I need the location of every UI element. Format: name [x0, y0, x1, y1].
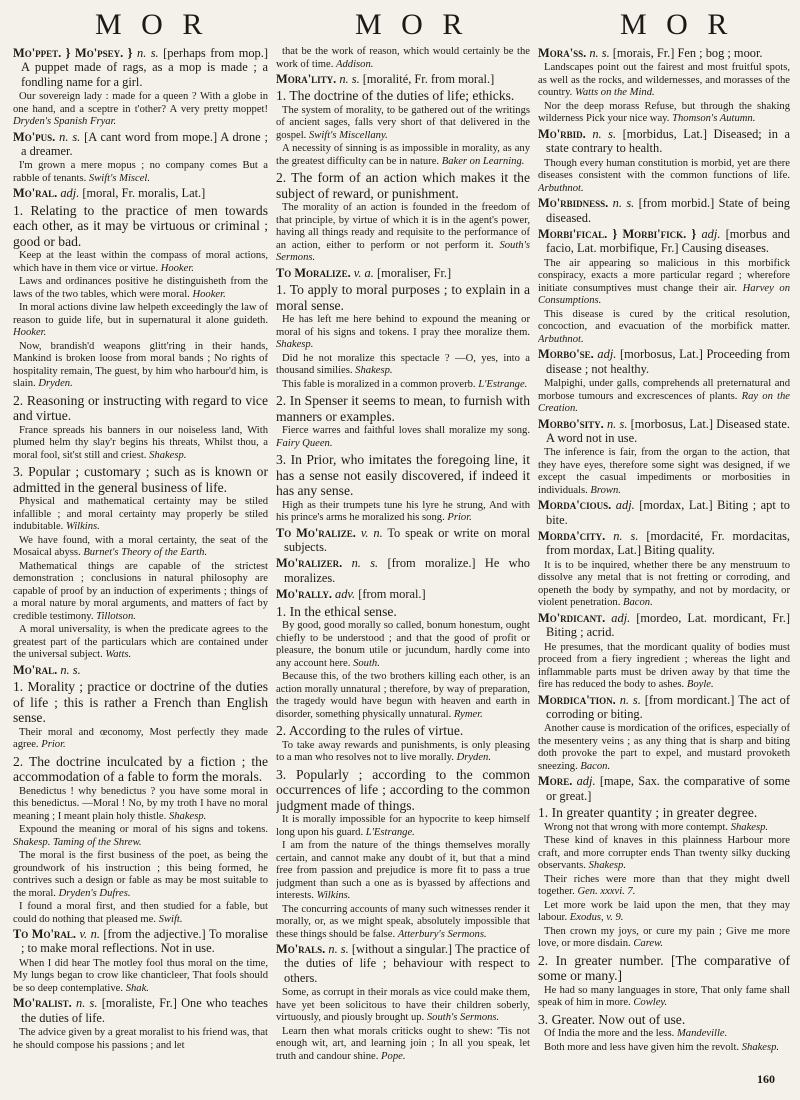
citation-text: Their moral and œconomy, Most perfectly they made agree. — [13, 726, 268, 751]
dictionary-entry — [538, 46, 790, 60]
citation-text: He presumes, that the mordicant quality of bodies must proceed from a fiery ingredient ; whereas the light and inflammable parts must be driven away by that time the fire has reduced the body to ashes. — [538, 641, 790, 691]
citation-source: Cowley. — [633, 997, 668, 1009]
headword: To Mo'ral. — [13, 927, 76, 942]
sense-definition: 2. According to the rules of virtue. — [276, 723, 464, 739]
citation-text: I am from the nature of the things themselves morally certain, and cannot make any doubt of it, but that a mind free from passion and prejudice is more fit to pass a true judgment than such a one as is byassed by affections and interests. — [276, 840, 530, 901]
citation — [538, 1042, 790, 1055]
citation — [276, 379, 530, 392]
citation — [538, 560, 790, 610]
citation — [276, 105, 530, 143]
citation-text: Malpighi, under galls, comprehends all preternatural and morbose tumours and excrescences of plants. — [538, 378, 790, 402]
citation-source: Mandeville. — [676, 1028, 728, 1040]
citation-text: This disease is cured by the critical resolution, concoction, and evacuation of the morbifick matter. — [538, 308, 790, 333]
citation-text: Wrong not that wrong with more contempt. — [544, 821, 729, 833]
citation-text: Keep at the least within the compass of moral actions, which have in them vice or virtue. — [13, 250, 268, 274]
dictionary-entry — [276, 587, 530, 601]
citation — [538, 62, 790, 100]
citation-source: Pope. — [381, 1050, 406, 1062]
citation-text: The advice given by a great moralist to his friend was, that he should compose his passions ; and let — [13, 1027, 268, 1051]
definition: [without a singular.] The practice of the duties of life ; behaviour with respect to others. — [284, 942, 530, 985]
citation-text: Learn then what morals criticks ought to shew: 'Tis not enough wit, art, and learning join ; In all you speak, let truth and candour shine. — [276, 1025, 530, 1062]
part-of-speech: n. s. — [351, 556, 379, 571]
dictionary-entry — [538, 417, 790, 446]
sense-definition: 3. Popular ; customary ; such as is known or admitted in the general business of life. — [13, 464, 268, 495]
dictionary-entry — [538, 127, 790, 156]
citation — [538, 447, 790, 497]
dictionary-entry — [538, 498, 790, 527]
headword: Mo'ral. — [13, 186, 58, 201]
citation-source: Prior. — [447, 512, 472, 524]
citation — [276, 46, 530, 71]
definition: [mordacité, Fr. mordacitas, from mordax, Lat.] Biting quality. — [546, 529, 790, 558]
dictionary-entry — [13, 663, 268, 677]
headword: Mo'rdicant. — [538, 610, 606, 625]
citation-source: Brown. — [590, 484, 621, 496]
citation-text: We have found, with a moral certainty, the seat of the Mosaical abyss. — [13, 534, 268, 559]
part-of-speech: n. s. — [339, 72, 360, 86]
sense-definition: 2. The form of an action which makes it the subject of reward, or punishment. — [276, 170, 530, 201]
part-of-speech: adj. — [615, 498, 635, 513]
citation-text: By good, good morally so called, bonum honestum, ought chiefly to be understood ; and that the good of profit or pleasure, the bonum utile or jucundum, hardly come into any account here. — [276, 620, 530, 669]
citation-source: Tillotson. — [96, 610, 136, 622]
headword: Mo'ralist. — [13, 996, 72, 1011]
citation-source: Bacon. — [580, 760, 611, 772]
citation-source: Swift's Miscel. — [88, 172, 151, 184]
citation-text: He has left me here behind to expound the meaning or moral of his signs and tokens. I pray thee moralize them. — [276, 314, 530, 338]
dictionary-entry — [538, 196, 790, 225]
citation — [276, 314, 530, 352]
citation-text: Their riches were more than that they might dwell together. — [538, 873, 790, 898]
sense-definition: 3. Popularly ; according to the common occurrences of life ; according to the common judgment made of things. — [276, 766, 530, 813]
citation-text: Because this, of the two brothers killing each other, is an action morally unnatural ; therefore, by way of preparation, the tragedy would have begun with heaven and earth in disorder, something physically unnatural. — [276, 671, 530, 720]
citation-text: Then crown my joys, or cure my pain ; Give me more love, or more disdain. — [538, 925, 790, 950]
citation — [13, 302, 268, 340]
sense-definition: 2. Reasoning or instructing with regard to vice and virtue. — [13, 392, 268, 424]
dictionary-entry — [13, 996, 268, 1025]
citation-text: A necessity of sinning is as impossible in morality, as any the greatest difficulty can be in nature. — [276, 143, 530, 167]
citation — [13, 91, 268, 129]
citation — [538, 1028, 790, 1041]
definition: [A cant word from mope.] A drone ; a dreamer. — [21, 129, 268, 159]
citation-text: Laws and ordinances positive he distinguisheth from the laws of the two tables, which were moral. — [13, 276, 268, 300]
citation-source: South's Sermons. — [426, 1012, 500, 1024]
citation — [13, 824, 268, 849]
definition: [perhaps from mop.] A puppet made of rags, as a mop is made ; a fondling name for a girl. — [21, 46, 268, 89]
citation-text: The system of morality, to be gathered out of the writings of ancient sages, falls very short of that delivered in the gospel. — [276, 104, 530, 141]
headword: More. — [538, 774, 573, 789]
citation-source: Wilkins. — [316, 890, 351, 901]
citation — [13, 786, 268, 824]
citation-text: The morality of an action is founded in the freedom of that principle, by virtue of which it is in the agent's power, having all things ready and requisite to the performance of an action, either to perform or not perform it. — [276, 202, 530, 251]
citation — [13, 958, 268, 996]
column-3 — [538, 46, 790, 1086]
definition: [from moralize.] He who moralizes. — [284, 556, 530, 585]
sense-definition: 3. Greater. Now out of use. — [538, 1011, 686, 1027]
citation — [276, 143, 530, 168]
citation-text: Mathematical things are capable of the strictest demonstration ; conclusions in natural philosophy are capable of proof by an induction of experiments ; things of a moral nature by moral arguments, and matters of fact by credible testimony. — [13, 560, 268, 622]
citation — [538, 158, 790, 196]
citation-text: that be the work of reason, which would certainly be the work of time. — [276, 46, 530, 70]
citation-source: Hooker. — [13, 327, 47, 339]
citation — [538, 822, 790, 835]
dictionary-entry — [538, 347, 790, 376]
definition: [morbidus, Lat.] Diseased; in a state contrary to health. — [546, 126, 790, 156]
citation-source: Shakesp. — [276, 339, 314, 351]
dictionary-entry — [538, 611, 790, 640]
citation-text: When I did hear The motley fool thus moral on the time, My lungs began to crow like chanticleer, That fools should be so deep contemplative. — [13, 957, 268, 994]
citation-text: The concurring accounts of many such witnesses render it morally, or, as we might speak, absolutely impossible that these things should be false. — [276, 903, 530, 940]
citation-source: L'Estrange. — [478, 378, 528, 390]
citation-source: Shakesp. — [355, 365, 393, 377]
definition: [from mordicant.] The act of corroding or biting. — [546, 692, 790, 722]
citation — [276, 814, 530, 839]
citation-source: Hooker. — [160, 262, 194, 274]
citation-source: Thomson's Autumn. — [672, 113, 756, 125]
dictionary-entry — [538, 774, 790, 803]
running-head-left: M O R — [95, 8, 209, 41]
citation-source: Dryden's Dufres. — [58, 887, 131, 899]
part-of-speech: adj. — [60, 186, 80, 201]
citation-source: Ray on the Creation. — [538, 390, 790, 415]
part-of-speech: n. s. — [60, 662, 81, 677]
citation-source: Wilkins. — [65, 521, 100, 533]
citation-source: Gen. xxxvi. 7. — [577, 886, 636, 898]
headword: Mo'rbidness. — [538, 196, 609, 211]
citation-text: In moral actions divine law helpeth exceedingly the law of reason to guide life, but in supernatural it alone guideth. — [13, 302, 268, 326]
definition: [morbosus, Lat.] Proceeding from disease ; not healthy. — [546, 347, 790, 376]
definition: [moralité, Fr. from moral.] — [362, 72, 495, 86]
citation — [13, 901, 268, 926]
definition: [from the adjective.] To moralise ; to make moral reflections. Not in use. — [21, 927, 268, 956]
headword: Mo'ralizer. — [276, 556, 343, 571]
part-of-speech: n. s. — [76, 996, 98, 1011]
citation — [276, 840, 530, 903]
page-number: 160 — [757, 1072, 775, 1086]
citation-source: Carew. — [633, 938, 664, 950]
running-head-right: M O R — [620, 8, 734, 41]
citation-source: Swift. — [158, 913, 183, 925]
citation — [538, 309, 790, 347]
citation-text: Benedictus ! why benedictus ? you have some moral in this benedictus. —Moral ! No, by my troth I have no moral meaning ; I meant plain holy thistle. — [13, 785, 268, 822]
citation-source: Dryden. — [38, 378, 73, 390]
citation-text: Of India the more and the less. — [544, 1028, 675, 1040]
citation-text: I'm grown a mere mopus ; no company comes But a rabble of tenants. — [13, 160, 268, 184]
citation-source: Dryden's Spanish Fryar. — [13, 116, 117, 128]
citation — [13, 276, 268, 301]
headword: Morda'cious. — [538, 498, 612, 513]
citation — [13, 250, 268, 275]
sense-definition: 1. In greater quantity ; in greater degree. — [538, 805, 758, 821]
headword: Mo'ral. — [13, 662, 58, 677]
running-head-center: M O R — [355, 8, 469, 41]
part-of-speech: n. s. — [619, 692, 641, 707]
dictionary-entry — [13, 927, 268, 956]
column-2 — [276, 46, 530, 1086]
definition: [from moral.] — [358, 587, 426, 602]
part-of-speech: n. s. — [612, 196, 635, 211]
citation — [538, 874, 790, 899]
citation-text: Both more and less have given him the revolt. — [544, 1041, 740, 1053]
headword: Mordica'tion. — [538, 692, 616, 707]
citation-text: The air appearing so malicious in this morbifick conspiracy, exacts a more particular regard ; wherefore initiate consumptives must change their air. — [538, 257, 790, 294]
running-head — [0, 8, 800, 48]
citation — [13, 561, 268, 624]
part-of-speech: adj. — [701, 226, 721, 241]
citation — [538, 378, 790, 416]
citation — [538, 642, 790, 692]
citation-source: Shakesp. — [741, 1041, 780, 1053]
sense-definition: 1. Morality ; practice or doctrine of the duties of life ; this is rather a French than English sense. — [13, 679, 268, 726]
citation-text: This fable is moralized in a common proverb. — [282, 378, 476, 390]
headword: Mo'pus. — [13, 129, 56, 144]
citation-text: A moral universality, is when the predicate agrees to the greatest part of the particulars which are contained under the universal subject. — [13, 624, 268, 661]
citation-source: Shakesp. Taming of the Shrew. — [13, 836, 142, 848]
citation — [276, 671, 530, 721]
citation-source: Shakesp. — [149, 449, 187, 461]
citation-text: These kind of knaves in this plainness Harbour more craft, and more corrupter ends Than twenty silky ducking observants. — [538, 835, 790, 872]
part-of-speech: adj. — [611, 610, 631, 625]
citation-source: Fairy Queen. — [276, 437, 333, 449]
headword: Mo'rally. — [276, 587, 332, 602]
definition: [mordeo, Lat. mordicant, Fr.] Biting ; acrid. — [546, 610, 790, 640]
headword: Mo'rals. — [276, 942, 326, 956]
citation-source: Prior. — [41, 739, 66, 751]
citation — [13, 496, 268, 534]
sense-definition: 2. In Spenser it seems to mean, to furnish with manners or examples. — [276, 393, 530, 424]
citation-text: The moral is the first business of the poet, as being the groundwork of his instruction ; this being formed, he contrives such a design or fable as may be most suitable to the moral. — [13, 850, 268, 899]
citation-source: Watts on the Mind. — [574, 87, 655, 99]
definition: [mordax, Lat.] Biting ; apt to bite. — [546, 498, 790, 527]
citation-text: It is morally impossible for an hypocrite to keep himself long upon his guard. — [276, 814, 530, 838]
part-of-speech: n. s. — [589, 46, 610, 60]
headword: To Mo'ralize. — [276, 525, 356, 540]
headword: Mora'ss. — [538, 46, 587, 60]
citation-source: South's Sermons. — [276, 239, 530, 264]
dictionary-entry — [538, 529, 790, 558]
citation-source: Harvey on Consumptions. — [538, 282, 790, 307]
citation-text: Landscapes point out the fairest and most fruitful spots, as well as the rocks, and wildernesses, and morasses of the country. — [538, 62, 790, 99]
headword: To Moralize. — [276, 265, 351, 280]
citation — [276, 500, 530, 525]
part-of-speech: n. s. — [59, 129, 81, 144]
citation — [13, 160, 268, 185]
citation-source: Shakesp. — [730, 821, 769, 833]
headword: Morbi'fical. } Morbi'fick. } — [538, 226, 697, 241]
citation-source: Boyle. — [686, 679, 714, 691]
citation — [13, 535, 268, 560]
headword: Morbo'se. — [538, 347, 594, 362]
citation-source: Atterbury's Sermons. — [397, 928, 487, 940]
definition: [moraliste, Fr.] One who teaches the duties of life. — [21, 996, 268, 1025]
citation-source: Dryden. — [456, 752, 491, 764]
citation-source: Shakesp. — [168, 810, 207, 822]
dictionary-entry — [538, 693, 790, 722]
citation — [276, 904, 530, 942]
citation — [538, 985, 790, 1010]
headword: Morda'city. — [538, 529, 606, 544]
citation-text: Fierce warres and faithful loves shall moralize my song. — [282, 425, 530, 437]
sense-definition: 1. To apply to moral purposes ; to explain in a moral sense. — [276, 282, 530, 313]
headword: Mo'rbid. — [538, 126, 586, 141]
citation-source: Rymer. — [453, 708, 483, 720]
dictionary-entry — [276, 942, 530, 985]
citation — [276, 987, 530, 1025]
citation-source: Baker on Learning. — [441, 155, 525, 167]
sense-definition: 1. In the ethical sense. — [276, 603, 397, 619]
part-of-speech: n. s. — [592, 126, 617, 141]
citation — [276, 425, 530, 450]
sense-definition: 1. Relating to the practice of men towards each other, as it may be virtuous or criminal ; good or bad. — [13, 202, 268, 249]
citation — [538, 723, 790, 773]
part-of-speech: adv. — [335, 587, 356, 602]
citation-text: Nor the deep morass Refuse, but through the shaking wilderness Pick your nice way. — [538, 100, 790, 125]
dictionary-entry — [276, 556, 530, 585]
dictionary-entry — [276, 526, 530, 555]
citation — [276, 202, 530, 265]
citation — [538, 926, 790, 951]
citation-source: Bacon. — [623, 597, 653, 609]
citation-source: Shak. — [125, 982, 149, 994]
citation-source: Addison. — [336, 58, 374, 70]
citation-text: Let more work be laid upon the men, that they may labour. — [538, 899, 790, 924]
citation-source: Hooker. — [192, 288, 226, 300]
part-of-speech: adj. — [597, 347, 617, 362]
part-of-speech: v. a. — [353, 265, 374, 280]
citation-text: Though every human constitution is morbid, yet are there diseases consistent with the common functions of life. — [538, 157, 790, 182]
citation — [276, 353, 530, 378]
citation — [13, 727, 268, 752]
sense-definition: 2. In greater number. [The comparative of some or many.] — [538, 952, 790, 984]
citation-text: Expound the meaning or moral of his signs and tokens. — [19, 824, 268, 836]
citation — [538, 258, 790, 308]
part-of-speech: n. s. — [328, 942, 349, 956]
citation-text: France spreads his banners in our noiseless land, With plumed helm thy slay'r begins his threats, Whilst thou, a moral fool, sit'st still and criest. — [13, 424, 268, 461]
citation-source: Burnet's Theory of the Earth. — [83, 547, 208, 559]
definition: [moraliser, Fr.] — [376, 265, 452, 280]
citation — [13, 850, 268, 900]
definition: [from morbid.] State of being diseased. — [546, 196, 790, 225]
sense-definition: 1. The doctrine of the duties of life; ethicks. — [276, 88, 515, 104]
citation-text: Now, brandish'd weapons glitt'ring in their hands, Mankind is broken loose from moral bands ; No rights of hospitality remain, The guest, by him who harbour'd him, is slain. — [13, 340, 268, 390]
dictionary-entry — [13, 186, 268, 200]
part-of-speech: adj. — [576, 774, 596, 789]
dictionary-entry — [13, 130, 268, 159]
citation — [276, 740, 530, 765]
citation — [13, 425, 268, 463]
definition: [moral, Fr. moralis, Lat.] — [82, 186, 206, 201]
citation-text: To take away rewards and punishments, is only pleasing to a man who resolves not to live morally. — [276, 739, 530, 764]
definition: [mape, Sax. the comparative of some or great.] — [546, 774, 790, 803]
citation — [13, 1027, 268, 1052]
citation — [13, 624, 268, 662]
citation-text: He had so many languages in store, That only fame shall speak of him in more. — [538, 984, 790, 1009]
citation-source: South. — [353, 657, 380, 669]
citation-text: I found a moral first, and then studied for a fable, but could do nothing that pleased me. — [13, 901, 268, 925]
dictionary-entry — [538, 227, 790, 256]
citation-source: Arbuthnot. — [538, 333, 584, 345]
citation-source: Shakesp. — [588, 860, 626, 872]
part-of-speech: n. s. — [606, 416, 628, 431]
definition: [morbus and facio, Lat. morbifique, Fr.] Causing diseases. — [546, 226, 790, 256]
sense-definition: 3. In Prior, who imitates the foregoing line, it has a sense not easily discovered, if indeed it has any sense. — [276, 452, 530, 499]
citation — [538, 900, 790, 925]
sense-definition: 2. The doctrine inculcated by a fiction ; the accommodation of a fable to form the morals. — [13, 753, 268, 785]
citation-text: Physical and mathematical certainty may be stiled infallible ; and moral certainty may properly be stiled indubitable. — [13, 496, 268, 533]
headword: Mo'ppet. } Mo'psey. } — [13, 46, 133, 60]
citation-text: Some, as corrupt in their morals as vice could make them, have yet been solicitous to have their children soberly, virtuously, and piously brought up. — [276, 987, 530, 1024]
citation-source: Exodus, v. 9. — [569, 912, 624, 924]
part-of-speech: v. n. — [360, 525, 383, 540]
citation-text: It is to be inquired, whether there be any menstruum to dissolve any metal that is not fretting or corroding, and openeth the body by sympathy, and not by mordacity, or violent penetration. — [538, 559, 790, 609]
part-of-speech: n. s. — [613, 529, 639, 544]
dictionary-entry — [276, 72, 530, 86]
citation-text: Our sovereign lady : made for a queen ? With a globe in one hand, and a sceptre in t'other? A very pretty moppet! — [13, 91, 268, 115]
citation-source: Swift's Miscellany. — [308, 129, 388, 141]
citation-text: The inference is fair, from the organ to the action, that they have eyes, therefore some sight was designed, if we except the casual impediments or morbosities in individuals. — [538, 447, 790, 496]
definition: [morais, Fr.] Fen ; bog ; moor. — [612, 46, 763, 60]
dictionary-entry — [276, 266, 530, 280]
column-1 — [13, 46, 268, 1086]
headword: Morbo'sity. — [538, 416, 604, 431]
citation — [276, 620, 530, 670]
citation — [13, 341, 268, 391]
citation-source: L'Estrange. — [365, 826, 415, 838]
citation-text: Did he not moralize this spectacle ? —O, yes, into a thousand similies. — [276, 352, 530, 377]
part-of-speech: n. s. — [137, 46, 159, 60]
dictionary-entry — [13, 46, 268, 89]
citation — [538, 101, 790, 126]
citation-source: Watts. — [105, 649, 132, 661]
citation-text: Another cause is mordication of the orifices, especially of the mesentery veins ; as any thing that is sharp and biting doth provoke the part to expel, and mustard provoketh sneezing. — [538, 723, 790, 772]
headword: Mora'lity. — [276, 72, 337, 86]
citation-source: Arbuthnot. — [538, 182, 584, 194]
definition: To speak or write on moral subjects. — [284, 525, 530, 555]
citation-text: High as their trumpets tune his lyre he strung, And with his prince's arms he moralized his song. — [276, 499, 530, 524]
part-of-speech: v. n. — [79, 927, 100, 942]
definition: [morbosus, Lat.] Diseased state. A word not in use. — [546, 416, 790, 445]
citation — [276, 1026, 530, 1064]
citation — [538, 835, 790, 873]
